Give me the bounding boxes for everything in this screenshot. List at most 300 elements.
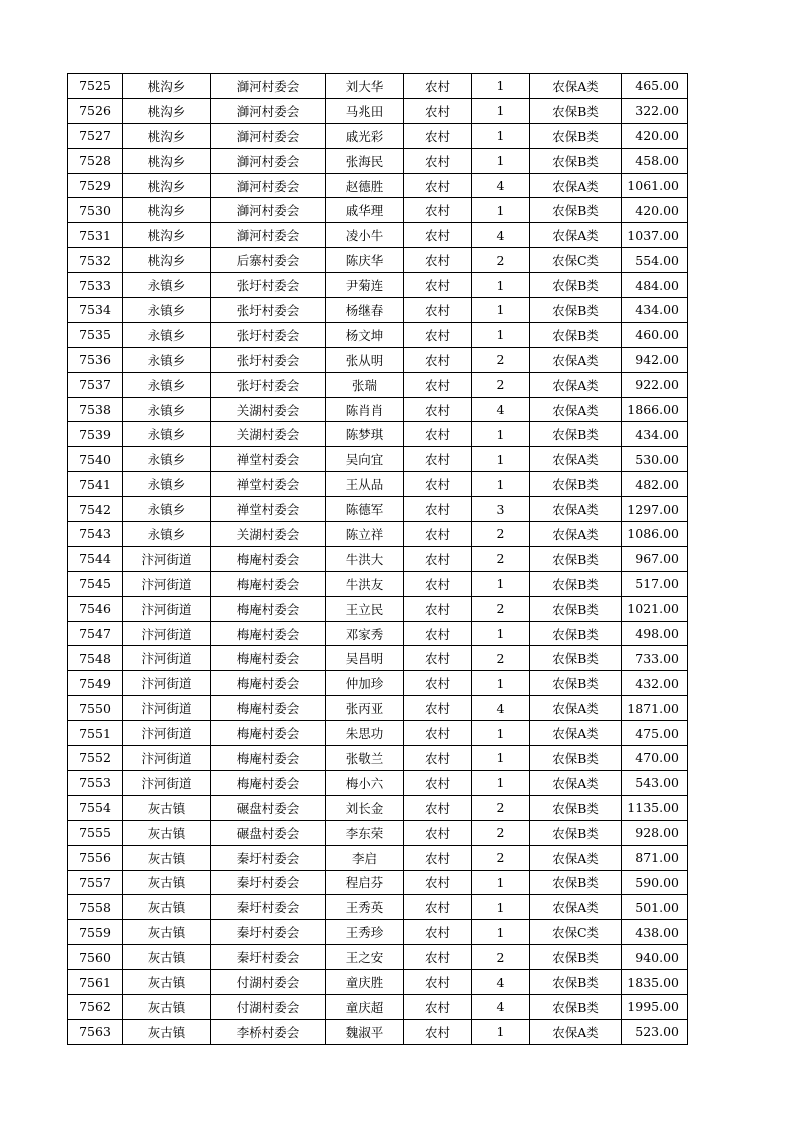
name-cell: 童庆胜	[326, 970, 404, 995]
name-cell: 戚光彩	[326, 123, 404, 148]
serial-number-cell: 7529	[68, 173, 123, 198]
village-committee-cell: 张圩村委会	[211, 273, 326, 298]
table-row	[68, 422, 688, 447]
household-size-cell: 4	[472, 994, 530, 1019]
village-committee-cell: 梅庵村委会	[211, 721, 326, 746]
insurance-category-cell: 农保B类	[530, 472, 622, 497]
amount-cell: 322.00	[622, 98, 688, 123]
area-type-cell: 农村	[404, 397, 472, 422]
village-committee-cell: 梅庵村委会	[211, 671, 326, 696]
insurance-category-cell: 农保B类	[530, 148, 622, 173]
township-cell: 汴河街道	[123, 621, 211, 646]
name-cell: 马兆田	[326, 98, 404, 123]
serial-number-cell: 7538	[68, 397, 123, 422]
table-row	[68, 347, 688, 372]
household-size-cell: 2	[472, 845, 530, 870]
household-size-cell: 1	[472, 770, 530, 795]
household-size-cell: 2	[472, 795, 530, 820]
area-type-cell: 农村	[404, 98, 472, 123]
serial-number-cell: 7530	[68, 198, 123, 223]
serial-number-cell: 7544	[68, 546, 123, 571]
insurance-category-cell: 农保B类	[530, 123, 622, 148]
household-size-cell: 1	[472, 1019, 530, 1044]
table-row	[68, 571, 688, 596]
amount-cell: 1871.00	[622, 696, 688, 721]
table-row	[68, 746, 688, 771]
name-cell: 仲加珍	[326, 671, 404, 696]
amount-cell: 475.00	[622, 721, 688, 746]
area-type-cell: 农村	[404, 1019, 472, 1044]
area-type-cell: 农村	[404, 347, 472, 372]
name-cell: 王之安	[326, 945, 404, 970]
name-cell: 戚华理	[326, 198, 404, 223]
table-row	[68, 223, 688, 248]
serial-number-cell: 7550	[68, 696, 123, 721]
amount-cell: 942.00	[622, 347, 688, 372]
township-cell: 桃沟乡	[123, 173, 211, 198]
insurance-category-cell: 农保B类	[530, 746, 622, 771]
village-committee-cell: 张圩村委会	[211, 298, 326, 323]
area-type-cell: 农村	[404, 173, 472, 198]
household-size-cell: 3	[472, 497, 530, 522]
household-size-cell: 1	[472, 322, 530, 347]
village-committee-cell: 禅堂村委会	[211, 497, 326, 522]
area-type-cell: 农村	[404, 895, 472, 920]
area-type-cell: 农村	[404, 546, 472, 571]
village-committee-cell: 秦圩村委会	[211, 845, 326, 870]
amount-cell: 733.00	[622, 646, 688, 671]
table-row	[68, 895, 688, 920]
insurance-category-cell: 农保B类	[530, 820, 622, 845]
table-row	[68, 198, 688, 223]
insurance-category-cell: 农保A类	[530, 372, 622, 397]
township-cell: 永镇乡	[123, 397, 211, 422]
insurance-category-cell: 农保A类	[530, 522, 622, 547]
township-cell: 桃沟乡	[123, 74, 211, 99]
area-type-cell: 农村	[404, 671, 472, 696]
household-size-cell: 2	[472, 522, 530, 547]
table-row	[68, 970, 688, 995]
area-type-cell: 农村	[404, 522, 472, 547]
serial-number-cell: 7545	[68, 571, 123, 596]
household-size-cell: 2	[472, 372, 530, 397]
insurance-category-cell: 农保B类	[530, 596, 622, 621]
table-row	[68, 795, 688, 820]
area-type-cell: 农村	[404, 970, 472, 995]
name-cell: 朱思功	[326, 721, 404, 746]
area-type-cell: 农村	[404, 870, 472, 895]
amount-cell: 1021.00	[622, 596, 688, 621]
village-committee-cell: 张圩村委会	[211, 347, 326, 372]
household-size-cell: 1	[472, 447, 530, 472]
village-committee-cell: 溮河村委会	[211, 74, 326, 99]
name-cell: 王立民	[326, 596, 404, 621]
amount-cell: 1835.00	[622, 970, 688, 995]
name-cell: 王从品	[326, 472, 404, 497]
household-size-cell: 2	[472, 347, 530, 372]
table-row	[68, 671, 688, 696]
serial-number-cell: 7547	[68, 621, 123, 646]
amount-cell: 420.00	[622, 123, 688, 148]
household-size-cell: 1	[472, 148, 530, 173]
table-row	[68, 646, 688, 671]
serial-number-cell: 7542	[68, 497, 123, 522]
table-body	[68, 74, 688, 1045]
village-committee-cell: 溮河村委会	[211, 173, 326, 198]
township-cell: 桃沟乡	[123, 98, 211, 123]
name-cell: 李东荣	[326, 820, 404, 845]
village-committee-cell: 梅庵村委会	[211, 770, 326, 795]
insurance-category-cell: 农保B类	[530, 322, 622, 347]
table-row	[68, 273, 688, 298]
township-cell: 桃沟乡	[123, 248, 211, 273]
area-type-cell: 农村	[404, 472, 472, 497]
area-type-cell: 农村	[404, 422, 472, 447]
household-size-cell: 1	[472, 273, 530, 298]
amount-cell: 460.00	[622, 322, 688, 347]
amount-cell: 967.00	[622, 546, 688, 571]
table-row	[68, 920, 688, 945]
village-committee-cell: 张圩村委会	[211, 372, 326, 397]
insurance-category-cell: 农保A类	[530, 74, 622, 99]
village-committee-cell: 梅庵村委会	[211, 546, 326, 571]
household-size-cell: 1	[472, 621, 530, 646]
table-row	[68, 173, 688, 198]
area-type-cell: 农村	[404, 123, 472, 148]
township-cell: 灰古镇	[123, 920, 211, 945]
insurance-category-cell: 农保A类	[530, 895, 622, 920]
insurance-category-cell: 农保A类	[530, 397, 622, 422]
village-committee-cell: 禅堂村委会	[211, 447, 326, 472]
village-committee-cell: 梅庵村委会	[211, 621, 326, 646]
household-size-cell: 1	[472, 98, 530, 123]
amount-cell: 501.00	[622, 895, 688, 920]
household-size-cell: 1	[472, 870, 530, 895]
household-size-cell: 1	[472, 74, 530, 99]
township-cell: 永镇乡	[123, 522, 211, 547]
village-committee-cell: 溮河村委会	[211, 98, 326, 123]
serial-number-cell: 7555	[68, 820, 123, 845]
table-row	[68, 322, 688, 347]
area-type-cell: 农村	[404, 298, 472, 323]
village-committee-cell: 付湖村委会	[211, 970, 326, 995]
household-size-cell: 4	[472, 397, 530, 422]
serial-number-cell: 7539	[68, 422, 123, 447]
township-cell: 汴河街道	[123, 596, 211, 621]
household-size-cell: 2	[472, 646, 530, 671]
amount-cell: 1135.00	[622, 795, 688, 820]
serial-number-cell: 7557	[68, 870, 123, 895]
serial-number-cell: 7534	[68, 298, 123, 323]
name-cell: 陈梦琪	[326, 422, 404, 447]
table-row	[68, 546, 688, 571]
village-committee-cell: 梅庵村委会	[211, 596, 326, 621]
name-cell: 尹菊连	[326, 273, 404, 298]
table-row	[68, 248, 688, 273]
name-cell: 刘长金	[326, 795, 404, 820]
amount-cell: 1995.00	[622, 994, 688, 1019]
serial-number-cell: 7552	[68, 746, 123, 771]
name-cell: 王秀珍	[326, 920, 404, 945]
insurance-category-cell: 农保A类	[530, 770, 622, 795]
area-type-cell: 农村	[404, 621, 472, 646]
household-size-cell: 1	[472, 198, 530, 223]
township-cell: 灰古镇	[123, 895, 211, 920]
name-cell: 王秀英	[326, 895, 404, 920]
name-cell: 赵德胜	[326, 173, 404, 198]
amount-cell: 420.00	[622, 198, 688, 223]
table-row	[68, 770, 688, 795]
name-cell: 吴向宜	[326, 447, 404, 472]
township-cell: 汴河街道	[123, 671, 211, 696]
village-committee-cell: 秦圩村委会	[211, 920, 326, 945]
insurance-category-cell: 农保B类	[530, 646, 622, 671]
name-cell: 李启	[326, 845, 404, 870]
village-committee-cell: 付湖村委会	[211, 994, 326, 1019]
household-size-cell: 4	[472, 696, 530, 721]
table-row	[68, 845, 688, 870]
name-cell: 牛洪大	[326, 546, 404, 571]
township-cell: 桃沟乡	[123, 148, 211, 173]
insurance-category-cell: 农保B类	[530, 970, 622, 995]
village-committee-cell: 梅庵村委会	[211, 571, 326, 596]
area-type-cell: 农村	[404, 248, 472, 273]
name-cell: 邓家秀	[326, 621, 404, 646]
name-cell: 杨继春	[326, 298, 404, 323]
insurance-category-cell: 农保C类	[530, 920, 622, 945]
amount-cell: 940.00	[622, 945, 688, 970]
area-type-cell: 农村	[404, 920, 472, 945]
table-row	[68, 98, 688, 123]
name-cell: 刘大华	[326, 74, 404, 99]
serial-number-cell: 7531	[68, 223, 123, 248]
village-committee-cell: 关湖村委会	[211, 422, 326, 447]
township-cell: 永镇乡	[123, 298, 211, 323]
name-cell: 张从明	[326, 347, 404, 372]
household-size-cell: 2	[472, 248, 530, 273]
serial-number-cell: 7559	[68, 920, 123, 945]
name-cell: 陈立祥	[326, 522, 404, 547]
township-cell: 永镇乡	[123, 447, 211, 472]
township-cell: 永镇乡	[123, 322, 211, 347]
table-row	[68, 148, 688, 173]
area-type-cell: 农村	[404, 322, 472, 347]
name-cell: 张敬兰	[326, 746, 404, 771]
amount-cell: 1037.00	[622, 223, 688, 248]
area-type-cell: 农村	[404, 945, 472, 970]
table-row	[68, 472, 688, 497]
serial-number-cell: 7535	[68, 322, 123, 347]
insurance-category-cell: 农保B类	[530, 422, 622, 447]
township-cell: 灰古镇	[123, 1019, 211, 1044]
insurance-category-cell: 农保C类	[530, 248, 622, 273]
amount-cell: 470.00	[622, 746, 688, 771]
serial-number-cell: 7563	[68, 1019, 123, 1044]
insurance-category-cell: 农保A类	[530, 497, 622, 522]
serial-number-cell: 7532	[68, 248, 123, 273]
name-cell: 陈德军	[326, 497, 404, 522]
table-row	[68, 596, 688, 621]
household-size-cell: 1	[472, 895, 530, 920]
table-row	[68, 522, 688, 547]
township-cell: 桃沟乡	[123, 223, 211, 248]
village-committee-cell: 秦圩村委会	[211, 895, 326, 920]
household-size-cell: 2	[472, 546, 530, 571]
relief-roster-table	[67, 73, 688, 1045]
area-type-cell: 农村	[404, 447, 472, 472]
serial-number-cell: 7526	[68, 98, 123, 123]
township-cell: 汴河街道	[123, 546, 211, 571]
table-row	[68, 820, 688, 845]
serial-number-cell: 7537	[68, 372, 123, 397]
area-type-cell: 农村	[404, 746, 472, 771]
amount-cell: 498.00	[622, 621, 688, 646]
amount-cell: 1061.00	[622, 173, 688, 198]
insurance-category-cell: 农保B类	[530, 621, 622, 646]
village-committee-cell: 溮河村委会	[211, 148, 326, 173]
table-row	[68, 123, 688, 148]
household-size-cell: 1	[472, 422, 530, 447]
table-row	[68, 870, 688, 895]
name-cell: 童庆超	[326, 994, 404, 1019]
insurance-category-cell: 农保B类	[530, 298, 622, 323]
area-type-cell: 农村	[404, 696, 472, 721]
insurance-category-cell: 农保B类	[530, 98, 622, 123]
household-size-cell: 2	[472, 596, 530, 621]
area-type-cell: 农村	[404, 596, 472, 621]
village-committee-cell: 梅庵村委会	[211, 746, 326, 771]
table-row	[68, 298, 688, 323]
table-row	[68, 74, 688, 99]
household-size-cell: 1	[472, 671, 530, 696]
amount-cell: 922.00	[622, 372, 688, 397]
table-row	[68, 696, 688, 721]
township-cell: 桃沟乡	[123, 198, 211, 223]
amount-cell: 432.00	[622, 671, 688, 696]
area-type-cell: 农村	[404, 372, 472, 397]
name-cell: 凌小牛	[326, 223, 404, 248]
serial-number-cell: 7527	[68, 123, 123, 148]
name-cell: 张丙亚	[326, 696, 404, 721]
name-cell: 魏淑平	[326, 1019, 404, 1044]
household-size-cell: 4	[472, 970, 530, 995]
insurance-category-cell: 农保A类	[530, 696, 622, 721]
amount-cell: 543.00	[622, 770, 688, 795]
insurance-category-cell: 农保A类	[530, 721, 622, 746]
township-cell: 永镇乡	[123, 497, 211, 522]
name-cell: 陈肖肖	[326, 397, 404, 422]
township-cell: 汴河街道	[123, 770, 211, 795]
township-cell: 灰古镇	[123, 870, 211, 895]
area-type-cell: 农村	[404, 497, 472, 522]
township-cell: 永镇乡	[123, 472, 211, 497]
serial-number-cell: 7553	[68, 770, 123, 795]
area-type-cell: 农村	[404, 721, 472, 746]
table-row	[68, 497, 688, 522]
township-cell: 永镇乡	[123, 347, 211, 372]
township-cell: 汴河街道	[123, 721, 211, 746]
serial-number-cell: 7525	[68, 74, 123, 99]
name-cell: 吴昌明	[326, 646, 404, 671]
amount-cell: 482.00	[622, 472, 688, 497]
serial-number-cell: 7533	[68, 273, 123, 298]
insurance-category-cell: 农保B类	[530, 994, 622, 1019]
area-type-cell: 农村	[404, 148, 472, 173]
amount-cell: 1866.00	[622, 397, 688, 422]
household-size-cell: 4	[472, 223, 530, 248]
area-type-cell: 农村	[404, 820, 472, 845]
serial-number-cell: 7554	[68, 795, 123, 820]
area-type-cell: 农村	[404, 770, 472, 795]
household-size-cell: 2	[472, 820, 530, 845]
insurance-category-cell: 农保B类	[530, 671, 622, 696]
amount-cell: 458.00	[622, 148, 688, 173]
household-size-cell: 1	[472, 721, 530, 746]
village-committee-cell: 秦圩村委会	[211, 870, 326, 895]
insurance-category-cell: 农保A类	[530, 447, 622, 472]
household-size-cell: 1	[472, 472, 530, 497]
household-size-cell: 2	[472, 945, 530, 970]
amount-cell: 1297.00	[622, 497, 688, 522]
amount-cell: 590.00	[622, 870, 688, 895]
name-cell: 陈庆华	[326, 248, 404, 273]
area-type-cell: 农村	[404, 273, 472, 298]
insurance-category-cell: 农保A类	[530, 173, 622, 198]
amount-cell: 438.00	[622, 920, 688, 945]
village-committee-cell: 关湖村委会	[211, 522, 326, 547]
township-cell: 永镇乡	[123, 273, 211, 298]
table-row	[68, 945, 688, 970]
name-cell: 梅小六	[326, 770, 404, 795]
serial-number-cell: 7551	[68, 721, 123, 746]
name-cell: 牛洪友	[326, 571, 404, 596]
insurance-category-cell: 农保B类	[530, 870, 622, 895]
amount-cell: 434.00	[622, 298, 688, 323]
household-size-cell: 1	[472, 571, 530, 596]
village-committee-cell: 碾盘村委会	[211, 820, 326, 845]
village-committee-cell: 梅庵村委会	[211, 646, 326, 671]
name-cell: 程启芬	[326, 870, 404, 895]
village-committee-cell: 溮河村委会	[211, 123, 326, 148]
table-row	[68, 721, 688, 746]
serial-number-cell: 7548	[68, 646, 123, 671]
serial-number-cell: 7549	[68, 671, 123, 696]
amount-cell: 484.00	[622, 273, 688, 298]
amount-cell: 871.00	[622, 845, 688, 870]
village-committee-cell: 溮河村委会	[211, 198, 326, 223]
insurance-category-cell: 农保B类	[530, 546, 622, 571]
insurance-category-cell: 农保A类	[530, 845, 622, 870]
township-cell: 灰古镇	[123, 945, 211, 970]
household-size-cell: 1	[472, 746, 530, 771]
township-cell: 桃沟乡	[123, 123, 211, 148]
area-type-cell: 农村	[404, 994, 472, 1019]
village-committee-cell: 梅庵村委会	[211, 696, 326, 721]
serial-number-cell: 7560	[68, 945, 123, 970]
serial-number-cell: 7541	[68, 472, 123, 497]
serial-number-cell: 7558	[68, 895, 123, 920]
village-committee-cell: 张圩村委会	[211, 322, 326, 347]
serial-number-cell: 7528	[68, 148, 123, 173]
amount-cell: 434.00	[622, 422, 688, 447]
amount-cell: 530.00	[622, 447, 688, 472]
township-cell: 永镇乡	[123, 372, 211, 397]
village-committee-cell: 李桥村委会	[211, 1019, 326, 1044]
name-cell: 张瑞	[326, 372, 404, 397]
township-cell: 汴河街道	[123, 646, 211, 671]
insurance-category-cell: 农保B类	[530, 795, 622, 820]
township-cell: 汴河街道	[123, 696, 211, 721]
